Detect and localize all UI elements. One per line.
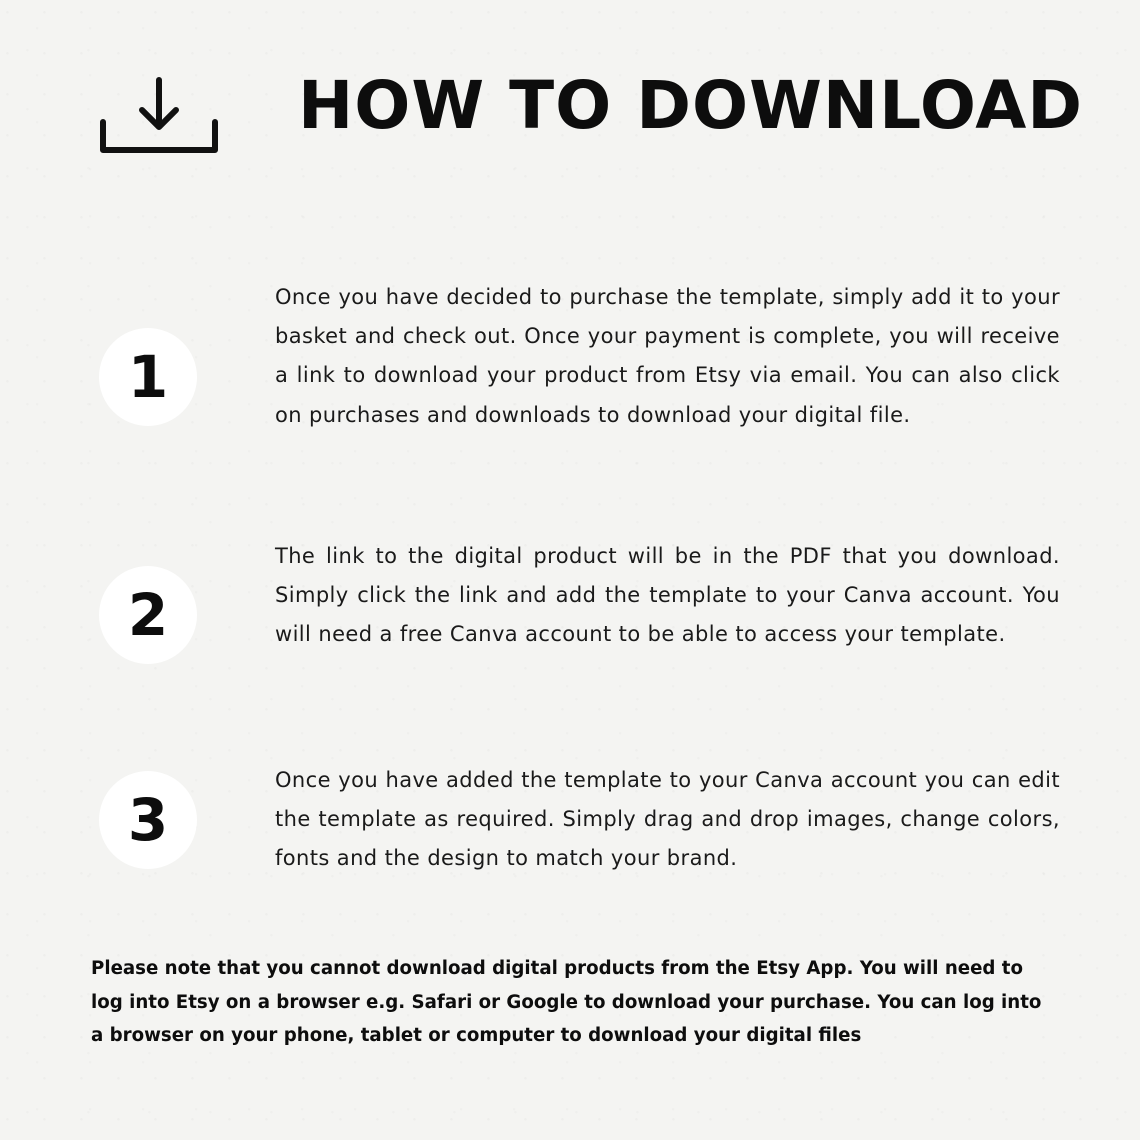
- download-icon: [98, 76, 220, 156]
- step-description: Once you have decided to purchase the template, simply add it to your basket and check out. Once your payment is complete, you will receive a link to download your product from Etsy via email. You can also click on purchases and downloads to download your digital file.: [275, 285, 1060, 427]
- step-number-badge: 3: [99, 771, 197, 869]
- step-number-badge: 1: [99, 328, 197, 426]
- page-title: HOW TO DOWNLOAD: [298, 67, 1084, 144]
- step-number-badge: 2: [99, 566, 197, 664]
- page-header: [0, 0, 1140, 200]
- download-note: Please note that you cannot download digital products from the Etsy App. You will need to log into Etsy on a browser e.g. Safari or Google to download your purchase. You can log into a browser on your phone, tablet or computer to download your digital files: [91, 958, 1042, 1046]
- step-description: The link to the digital product will be in the PDF that you download. Simply click the link and add the template to your Canva account. You will need a free Canva account to be able to access your template.: [275, 544, 1060, 647]
- step-description: Once you have added the template to your Canva account you can edit the template as required. Simply drag and drop images, change colors, fonts and the design to match your brand.: [275, 768, 1060, 871]
